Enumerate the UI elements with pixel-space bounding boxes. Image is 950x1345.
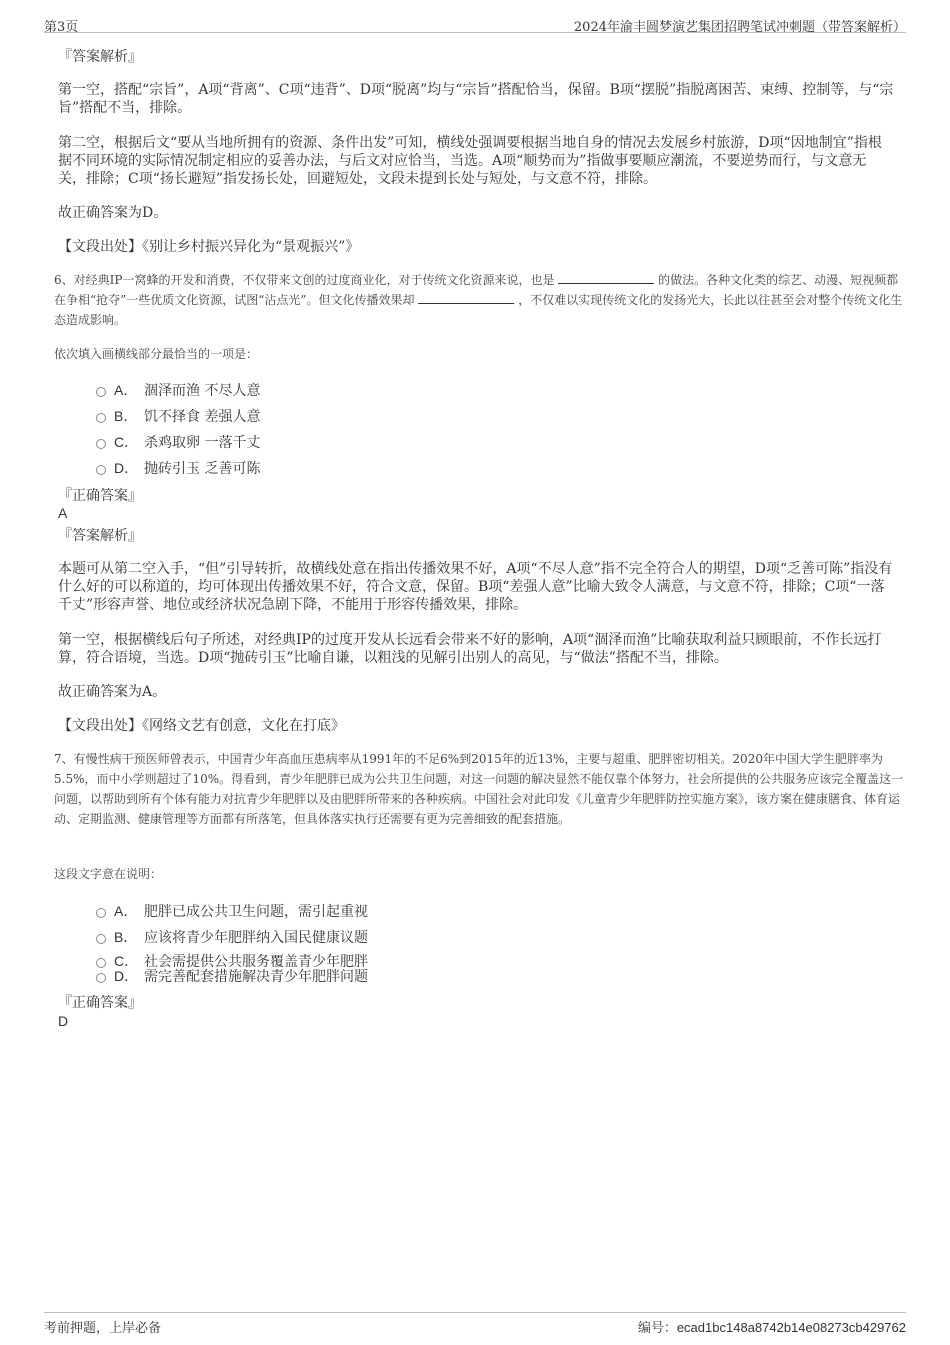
q7-option-c[interactable]: C． 社会需提供公共服务覆盖青少年肥胖 [96, 951, 368, 971]
source-title: 《别让乡村振兴异化为“景观振兴”》 [142, 239, 360, 255]
code-value: ecad1bc148a8742b14e08273cb429762 [676, 1320, 906, 1335]
q7-answer: D [58, 1013, 69, 1029]
radio-icon[interactable] [96, 973, 106, 983]
q6-stem-part-2: 的做法。各种文化类的综艺、动漫、短视频都在争相“抢夺”一些优质文化资源，试图“沾点光”。但文化传播效果却 [54, 273, 899, 307]
code-label: 编号： [637, 1320, 677, 1335]
radio-icon[interactable] [96, 908, 106, 918]
q7-option-a[interactable]: A． 肥胖已成公共卫生问题，需引起重视 [96, 901, 368, 921]
page-footer [44, 1312, 906, 1337]
radio-icon[interactable] [96, 439, 106, 449]
document-code [638, 1317, 906, 1336]
q6-conclusion: 故正确答案为A。 [58, 684, 167, 700]
source-prefix: 【文段出处】 [58, 718, 142, 734]
q5-analysis-paragraph-1: 第一空，搭配“宗旨”，A项“背离”、C项“违背”、D项“脱离”均与“宗旨”搭配恰当，保留。B项“摆脱”指脱离困苦、束缚、控制等，与“宗旨”搭配不当，排除。 [58, 82, 894, 116]
q6-stem-part-3: ，不仅难以实现传统文化的发扬光大，长此以往甚至会对整个传统文化生态造成影响。 [54, 293, 903, 327]
document-title: 2024年渝丰圆梦演艺集团招聘笔试冲刺题（带答案解析） [573, 20, 906, 35]
q6-option-c[interactable]: C． 杀鸡取卵 一落千丈 [96, 432, 260, 452]
q7-option-b[interactable]: B． 应该将青少年肥胖纳入国民健康议题 [96, 927, 368, 947]
q7-correct-answer-label: 『正确答案』 [58, 995, 142, 1011]
q7-option-d[interactable]: D． 需完善配套措施解决青少年肥胖问题 [96, 966, 368, 986]
radio-icon[interactable] [96, 465, 106, 475]
q5-analysis-label: 『答案解析』 [58, 49, 142, 65]
q7-stem: 7、有慢性病干预医师曾表示，中国青少年高血压患病率从1991年的不足6%到2015年的近13%，主要与超重、肥胖密切相关。2020年中国大学生肥胖率为5.5%，而中小学则超过了10%。得看到，青少年肥胖已成为公共卫生问题，对这一问题的解决显然不能仅靠个体努力，社会所提供的公共服务应该完全覆盖这一问题，以帮助到所有个体有能力对抗青少年肥胖以及由肥胖所带来的各种疾病。中国社会对此印发《儿童青少年肥胖防控实施方案》，该方案在健康膳食、体育运动、定期监测、健康管理等方面都有所落笔，但具体落实执行还需要有更为完善细致的配套措施。 [54, 752, 904, 826]
q6-analysis-paragraph-2: 第一空，根据横线后句子所述，对经典IP的过度开发从长远看会带来不好的影响，A项“涸泽而渔”比喻获取利益只顾眼前，不作长远打算，符合语境，当选。D项“抛砖引玉”比喻自谦，以粗浅的见解引出别人的高见，与“做法”搭配不当，排除。 [58, 632, 882, 666]
q6-option-b[interactable]: B． 饥不择食 差强人意 [96, 406, 260, 426]
q6-blank-1 [558, 271, 654, 284]
q6-answer: A [58, 505, 68, 521]
q6-analysis-paragraph-1: 本题可从第二空入手，“但”引导转折，故横线处意在指出传播效果不好，A项“不尽人意”指不完全符合人的期望，D项“乏善可陈”指没有什么好的可以称道的，均可体现出传播效果不好，符合文意，保留。B项“差强人意”比喻大致令人满意，与文意不符，排除；C项“一落千丈”形容声誉、地位或经济状况急剧下降，不能用于形容传播效果，排除。 [58, 561, 893, 613]
page-header [44, 12, 906, 33]
source-prefix: 【文段出处】 [58, 239, 142, 255]
q5-conclusion: 故正确答案为D。 [58, 205, 168, 221]
q6-option-a[interactable]: A． 涸泽而渔 不尽人意 [96, 380, 260, 400]
radio-icon[interactable] [96, 413, 106, 423]
q5-source [58, 238, 894, 256]
footer-slogan: 考前押题，上岸必备 [44, 1321, 162, 1336]
q6-correct-answer-label: 『正确答案』 [58, 488, 142, 504]
q6-blank-2 [418, 291, 514, 304]
q6-option-d[interactable]: D． 抛砖引玉 乏善可陈 [96, 458, 260, 478]
q6-prompt: 依次填入画横线部分最恰当的一项是： [54, 347, 259, 361]
q7-prompt: 这段文字意在说明： [54, 867, 163, 881]
page-number: 第3页 [44, 20, 79, 35]
q5-analysis-paragraph-2: 第二空，根据后文“要从当地所拥有的资源、条件出发”可知，横线处强调要根据当地自身的情况去发展乡村旅游，D项“因地制宜”指根据不同环境的实际情况制定相应的妥善办法，与后文对应恰当，当选。A项“顺势而为”指做事要顺应潮流，不要逆势而行，与文意无关，排除；C项“扬长避短”指发扬长处，回避短处，文段未提到长处与短处，与文意不符，排除。 [58, 135, 882, 187]
radio-icon[interactable] [96, 387, 106, 397]
radio-icon[interactable] [96, 934, 106, 944]
q6-analysis-label: 『答案解析』 [58, 528, 142, 544]
source-title: 《网络文艺有创意，文化在打底》 [142, 718, 345, 734]
q6-source [58, 717, 894, 735]
q6-stem-part-1: 6、对经典IP一窝蜂的开发和消费，不仅带来文创的过度商业化，对于传统文化资源来说，也是 [54, 273, 555, 287]
q6-stem [54, 270, 904, 330]
